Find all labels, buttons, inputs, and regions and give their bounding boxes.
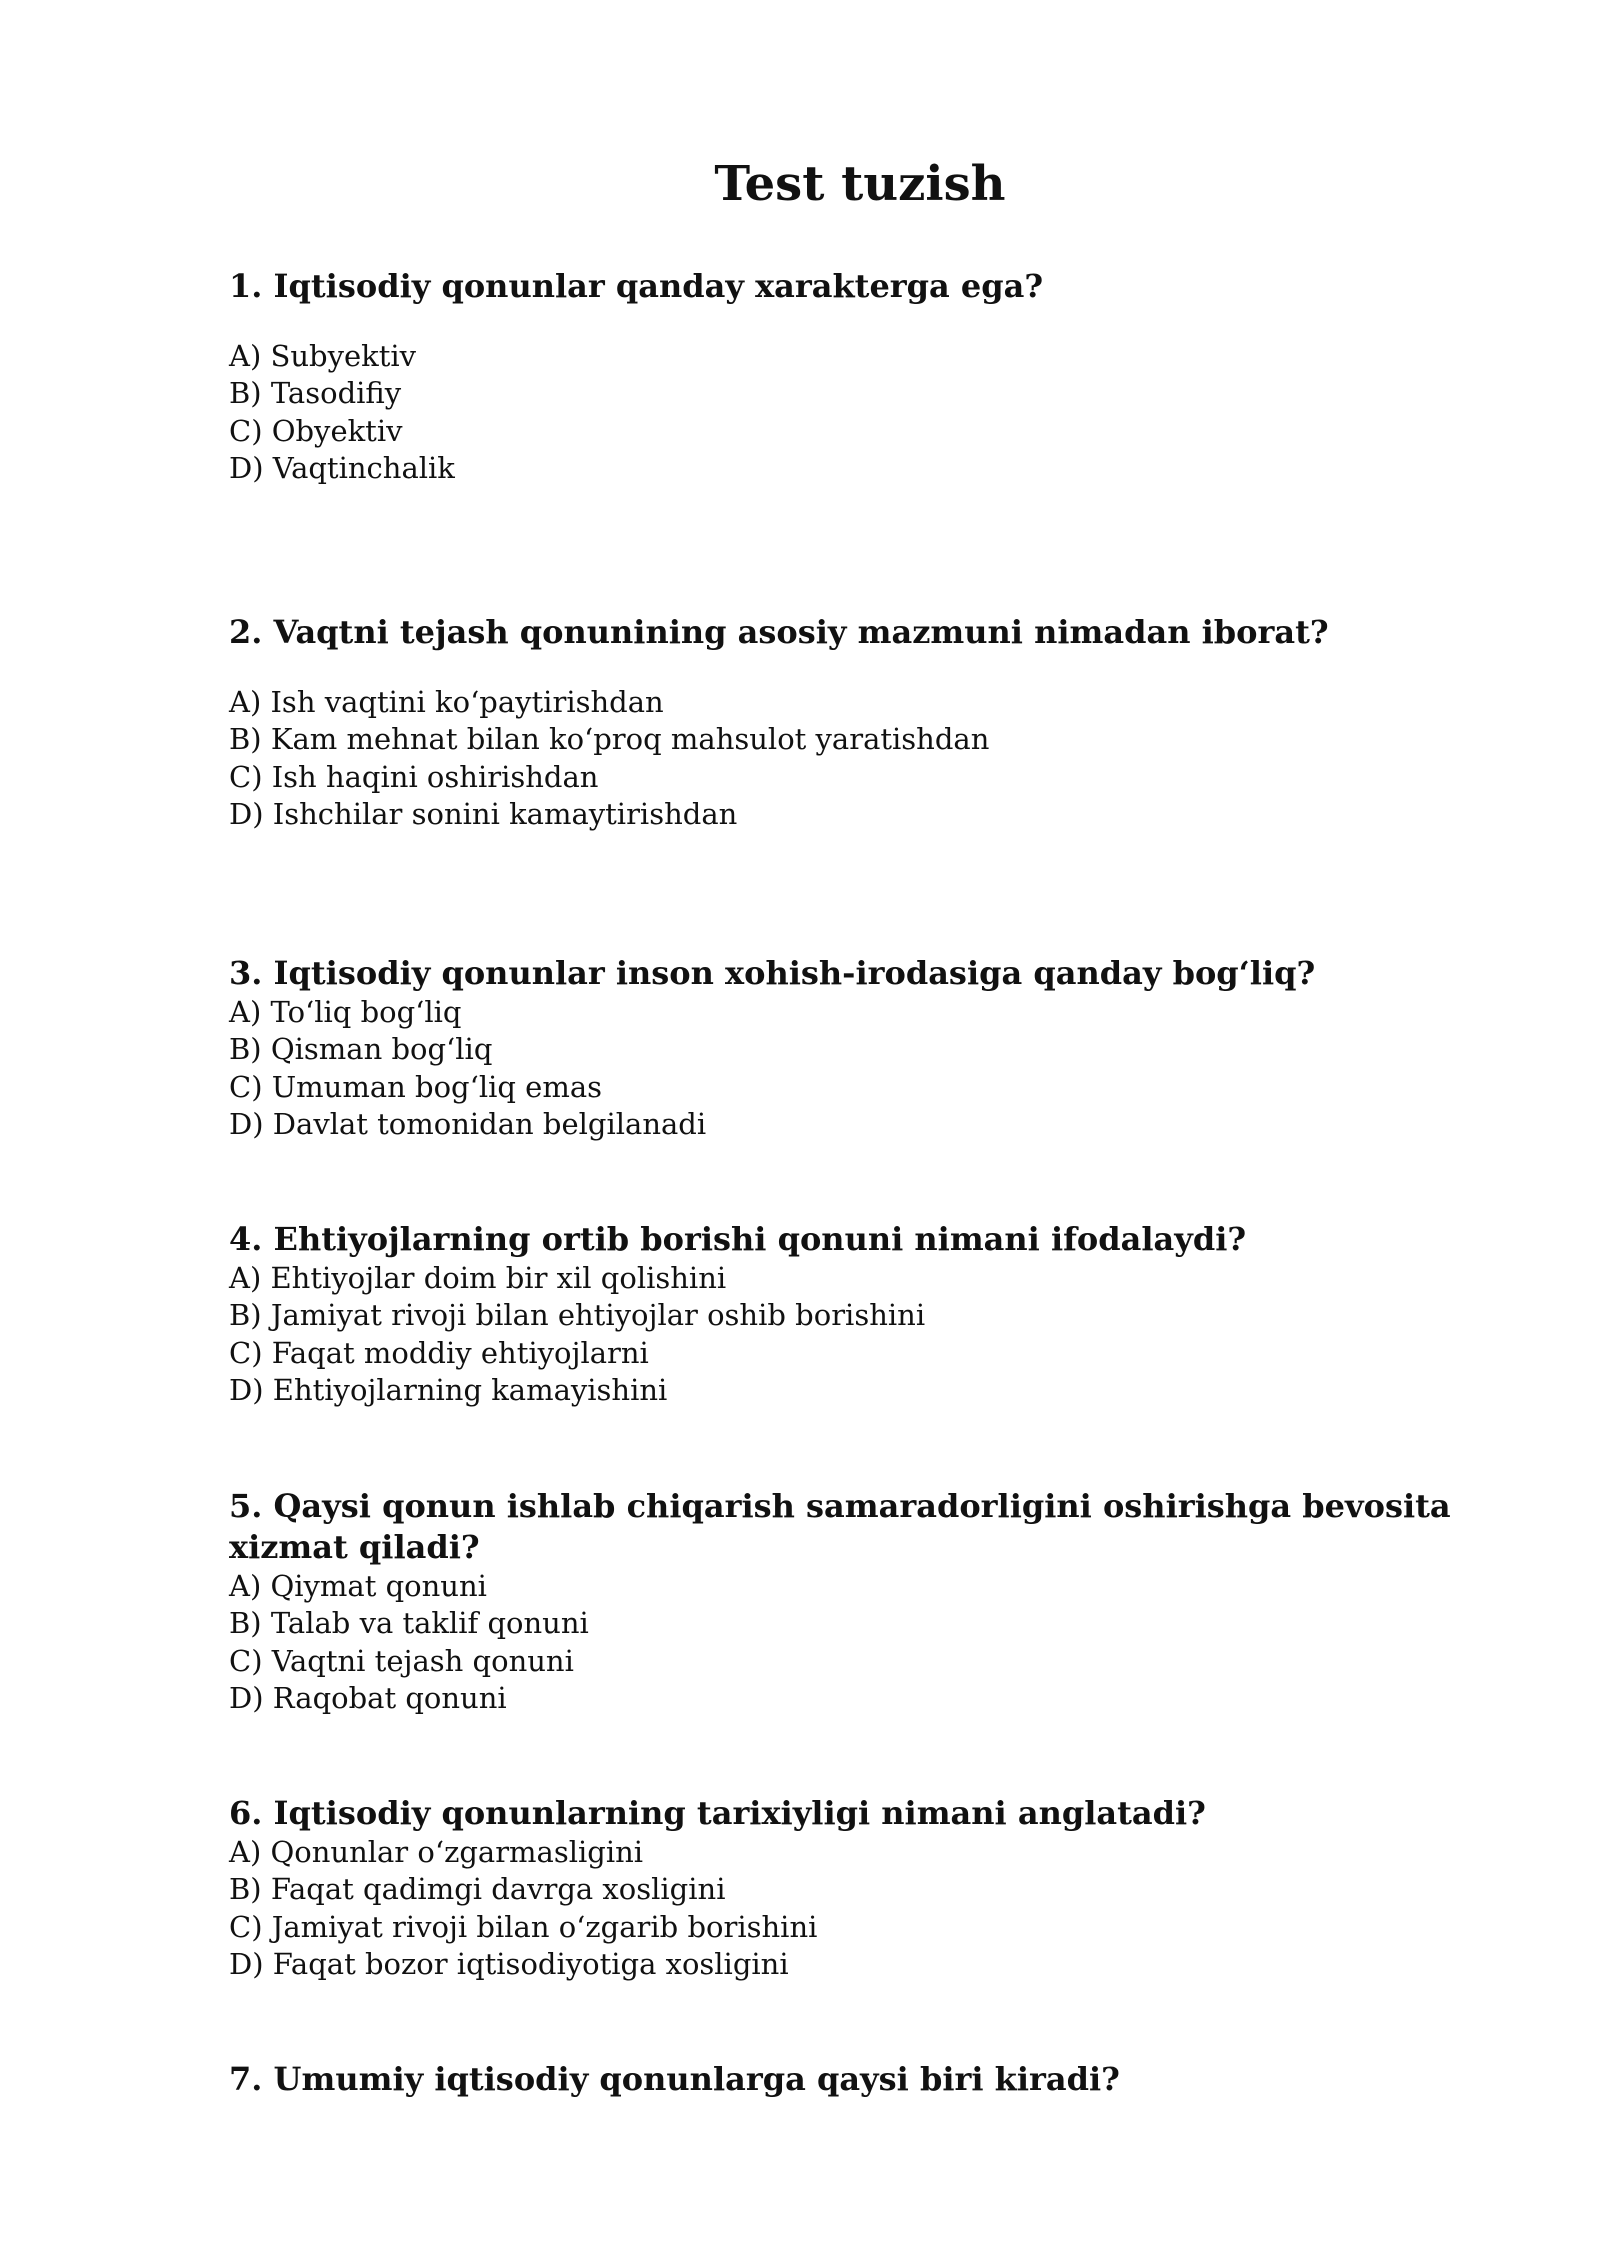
option-c: C) Umuman bog‘liq emas — [229, 1069, 602, 1104]
option-a: A) To‘liq bog‘liq — [229, 995, 462, 1029]
option-b: B) Kam mehnat bilan ko‘proq mahsulot yaratishdan — [229, 722, 990, 757]
option-a: A) Ish vaqtini ko‘paytirishdan — [229, 685, 664, 719]
question-1 — [229, 266, 1479, 487]
question-6 — [229, 1793, 1479, 1983]
options-list — [229, 1568, 1479, 1717]
option-c: C) Ish haqini oshirishdan — [229, 759, 599, 794]
option-a: A) Qonunlar o‘zgarmasligini — [229, 1835, 644, 1869]
question-text: 6. Iqtisodiy qonunlarning tarixiyligi nimani anglatadi? — [229, 1794, 1206, 1832]
option-a: A) Subyektiv — [229, 339, 417, 373]
question-text: 3. Iqtisodiy qonunlar inson xohish-irodasiga qanday bog‘liq? — [229, 954, 1316, 992]
question-4 — [229, 1219, 1479, 1409]
options-list — [229, 1260, 1479, 1409]
question-7 — [229, 2059, 1479, 2100]
question-text: 2. Vaqtni tejash qonunining asosiy mazmuni nimadan iborat? — [229, 613, 1329, 651]
option-a: A) Qiymat qonuni — [229, 1569, 487, 1603]
question-text: 5. Qaysi qonun ishlab chiqarish samaradorligini oshirishga bevosita xizmat qiladi? — [229, 1487, 1451, 1566]
options-list — [229, 994, 1479, 1143]
option-b: B) Qisman bog‘liq — [229, 1032, 493, 1067]
option-d: D) Ishchilar sonini kamaytirishdan — [229, 796, 738, 831]
option-a: A) Ehtiyojlar doim bir xil qolishini — [229, 1261, 727, 1295]
option-b: B) Talab va taklif qonuni — [229, 1606, 589, 1641]
question-text: 1. Iqtisodiy qonunlar qanday xarakterga ega? — [229, 267, 1044, 305]
option-c: C) Vaqtni tejash qonuni — [229, 1643, 574, 1678]
options-list — [229, 1834, 1479, 1983]
option-c: C) Faqat moddiy ehtiyojlarni — [229, 1335, 649, 1370]
option-c: C) Obyektiv — [229, 413, 403, 448]
option-c: C) Jamiyat rivoji bilan o‘zgarib borishini — [229, 1909, 818, 1944]
options-list — [229, 684, 1479, 833]
question-2 — [229, 612, 1479, 833]
question-5 — [229, 1486, 1479, 1717]
option-d: D) Faqat bozor iqtisodiyotiga xosligini — [229, 1946, 789, 1981]
option-d: D) Ehtiyojlarning kamayishini — [229, 1372, 668, 1407]
page-title: Test tuzish — [714, 156, 1006, 212]
question-text: 4. Ehtiyojlarning ortib borishi qonuni nimani ifodalaydi? — [229, 1220, 1247, 1258]
option-b: B) Tasodifiy — [229, 376, 402, 411]
option-b: B) Faqat qadimgi davrga xosligini — [229, 1872, 726, 1907]
option-d: D) Davlat tomonidan belgilanadi — [229, 1106, 707, 1141]
option-b: B) Jamiyat rivoji bilan ehtiyojlar oshib borishini — [229, 1298, 926, 1333]
question-3 — [229, 953, 1479, 1143]
question-text: 7. Umumiy iqtisodiy qonunlarga qaysi biri kiradi? — [229, 2060, 1120, 2098]
option-d: D) Vaqtinchalik — [229, 450, 455, 485]
option-d: D) Raqobat qonuni — [229, 1680, 507, 1715]
options-list — [229, 338, 1479, 487]
